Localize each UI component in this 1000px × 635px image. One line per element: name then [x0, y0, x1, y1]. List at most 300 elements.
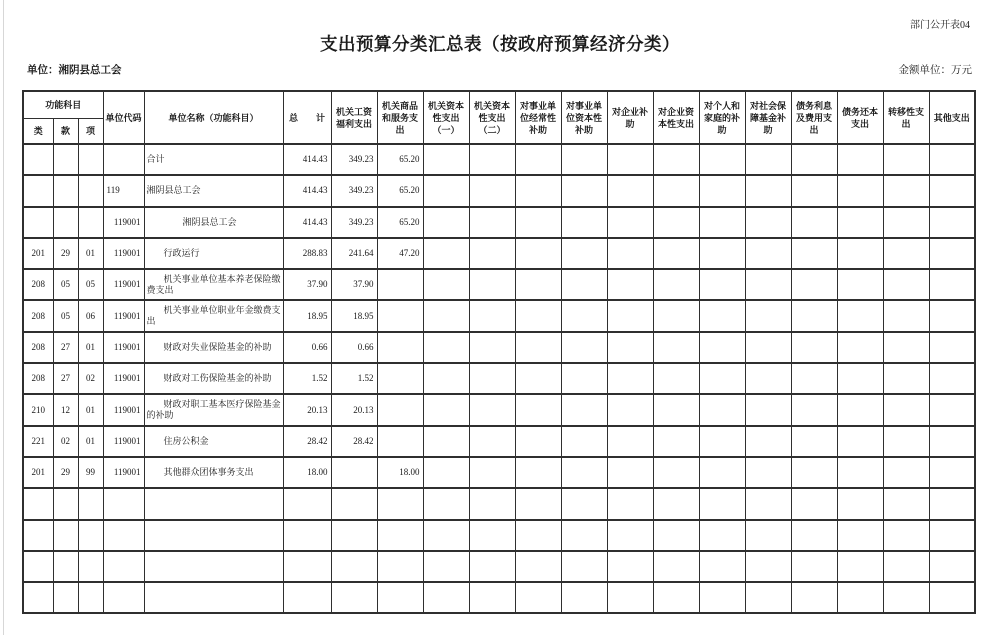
cell-value — [699, 520, 745, 551]
cell-value — [653, 238, 699, 269]
cell-func-section — [53, 144, 78, 175]
cell-unit-code — [103, 488, 144, 519]
cell-value — [837, 238, 883, 269]
cell-unit-name: 湘阴县总工会 — [144, 207, 283, 238]
cell-func-item: 06 — [78, 300, 103, 331]
col-header-econ-14: 其他支出 — [929, 91, 975, 144]
cell-value — [515, 394, 561, 425]
cell-func-section — [53, 551, 78, 582]
cell-value — [561, 426, 607, 457]
cell-value — [745, 520, 791, 551]
cell-func-section: 27 — [53, 332, 78, 363]
cell-func-class — [23, 175, 53, 206]
cell-value: 28.42 — [331, 426, 377, 457]
col-header-econ-10: 对社会保障基金补助 — [745, 91, 791, 144]
cell-value: 288.83 — [283, 238, 331, 269]
cell-value — [469, 551, 515, 582]
cell-value — [837, 457, 883, 488]
cell-func-section: 02 — [53, 426, 78, 457]
cell-value: 349.23 — [331, 175, 377, 206]
cell-value — [699, 363, 745, 394]
cell-func-item: 01 — [78, 238, 103, 269]
col-header-econ-13: 转移性支出 — [883, 91, 929, 144]
cell-value — [929, 300, 975, 331]
cell-value — [283, 582, 331, 613]
cell-value — [745, 175, 791, 206]
col-header-total: 总 计 — [283, 91, 331, 144]
cell-value — [561, 488, 607, 519]
cell-value — [745, 551, 791, 582]
cell-value: 241.64 — [331, 238, 377, 269]
cell-value: 47.20 — [377, 238, 423, 269]
cell-unit-code: 119001 — [103, 332, 144, 363]
cell-func-class — [23, 207, 53, 238]
cell-value — [377, 269, 423, 300]
cell-func-class — [23, 551, 53, 582]
cell-value — [515, 582, 561, 613]
cell-func-item — [78, 207, 103, 238]
cell-value — [883, 394, 929, 425]
cell-value — [515, 269, 561, 300]
cell-value — [515, 332, 561, 363]
cell-func-item: 01 — [78, 426, 103, 457]
cell-value — [607, 426, 653, 457]
cell-value — [791, 582, 837, 613]
cell-value — [515, 520, 561, 551]
cell-value — [607, 332, 653, 363]
cell-value — [653, 144, 699, 175]
cell-value — [653, 332, 699, 363]
cell-value — [607, 394, 653, 425]
cell-func-item — [78, 582, 103, 613]
cell-value — [561, 269, 607, 300]
cell-value: 65.20 — [377, 175, 423, 206]
cell-value — [883, 457, 929, 488]
col-header-func-section: 款 — [53, 118, 78, 144]
cell-value: 65.20 — [377, 144, 423, 175]
cell-value — [377, 551, 423, 582]
cell-unit-name: 住房公积金 — [144, 426, 283, 457]
cell-value — [883, 300, 929, 331]
cell-value — [377, 520, 423, 551]
cell-value — [331, 457, 377, 488]
cell-value: 414.43 — [283, 144, 331, 175]
cell-value — [515, 457, 561, 488]
cell-value — [423, 426, 469, 457]
cell-func-class: 221 — [23, 426, 53, 457]
cell-value — [791, 457, 837, 488]
cell-value: 1.52 — [283, 363, 331, 394]
cell-unit-name: 合计 — [144, 144, 283, 175]
unit-label: 单位：湘阴县总工会 — [27, 65, 122, 76]
cell-value — [791, 238, 837, 269]
table-row — [23, 363, 975, 394]
cell-unit-code — [103, 551, 144, 582]
cell-value — [331, 520, 377, 551]
table-row — [23, 144, 975, 175]
table-row — [23, 269, 975, 300]
cell-value — [515, 363, 561, 394]
cell-value — [699, 332, 745, 363]
cell-value — [469, 488, 515, 519]
cell-func-section — [53, 520, 78, 551]
cell-func-class: 208 — [23, 269, 53, 300]
cell-value — [515, 238, 561, 269]
cell-func-item: 99 — [78, 457, 103, 488]
cell-func-item: 01 — [78, 332, 103, 363]
cell-value — [607, 520, 653, 551]
cell-value: 37.90 — [283, 269, 331, 300]
cell-value — [607, 269, 653, 300]
cell-value — [607, 457, 653, 488]
cell-value — [791, 269, 837, 300]
cell-value — [745, 488, 791, 519]
cell-value — [837, 520, 883, 551]
col-header-econ-12: 债务还本支出 — [837, 91, 883, 144]
cell-unit-code: 119001 — [103, 300, 144, 331]
cell-value — [883, 332, 929, 363]
col-header-unit-code: 单位代码 — [103, 91, 144, 144]
cell-func-item — [78, 488, 103, 519]
cell-value — [423, 520, 469, 551]
cell-value — [745, 269, 791, 300]
cell-value — [929, 363, 975, 394]
col-header-econ-1: 机关工资福利支出 — [331, 91, 377, 144]
cell-value — [469, 394, 515, 425]
cell-value — [423, 363, 469, 394]
cell-value — [515, 175, 561, 206]
cell-unit-code — [103, 582, 144, 613]
cell-value — [561, 332, 607, 363]
cell-value — [377, 488, 423, 519]
cell-unit-code: 119001 — [103, 457, 144, 488]
cell-value — [607, 300, 653, 331]
cell-value — [883, 582, 929, 613]
col-header-func-class: 类 — [23, 118, 53, 144]
cell-value — [423, 238, 469, 269]
cell-value — [699, 300, 745, 331]
cell-value — [469, 520, 515, 551]
cell-value — [561, 457, 607, 488]
cell-value — [561, 300, 607, 331]
cell-value — [837, 394, 883, 425]
cell-value — [607, 582, 653, 613]
cell-func-class: 201 — [23, 238, 53, 269]
cell-value — [283, 520, 331, 551]
cell-value — [423, 207, 469, 238]
cell-func-item — [78, 175, 103, 206]
cell-value — [423, 551, 469, 582]
cell-value — [699, 269, 745, 300]
cell-value — [515, 488, 561, 519]
table-row — [23, 426, 975, 457]
cell-value — [837, 551, 883, 582]
cell-func-item — [78, 551, 103, 582]
cell-unit-code: 119 — [103, 175, 144, 206]
cell-value — [929, 394, 975, 425]
cell-func-class — [23, 144, 53, 175]
cell-value — [791, 363, 837, 394]
cell-value — [745, 394, 791, 425]
cell-value — [883, 426, 929, 457]
cell-value — [791, 426, 837, 457]
cell-unit-name — [144, 582, 283, 613]
cell-func-item: 02 — [78, 363, 103, 394]
cell-value — [515, 300, 561, 331]
cell-value — [929, 520, 975, 551]
cell-value — [883, 551, 929, 582]
cell-value — [929, 175, 975, 206]
table-row — [23, 394, 975, 425]
cell-func-section: 05 — [53, 269, 78, 300]
cell-value — [423, 332, 469, 363]
cell-unit-name — [144, 551, 283, 582]
amount-unit-label: 金额单位：万元 — [898, 65, 972, 76]
cell-value — [745, 144, 791, 175]
cell-value — [469, 363, 515, 394]
cell-value — [653, 426, 699, 457]
cell-value — [883, 520, 929, 551]
cell-value — [791, 520, 837, 551]
cell-value — [791, 300, 837, 331]
cell-value — [469, 457, 515, 488]
cell-value: 18.00 — [377, 457, 423, 488]
cell-value — [561, 238, 607, 269]
cell-value — [883, 144, 929, 175]
cell-value — [653, 207, 699, 238]
cell-unit-name: 财政对工伤保险基金的补助 — [144, 363, 283, 394]
table-row — [23, 207, 975, 238]
cell-value — [745, 457, 791, 488]
col-header-func-item: 项 — [78, 118, 103, 144]
cell-value — [469, 207, 515, 238]
cell-value — [837, 269, 883, 300]
cell-value — [469, 175, 515, 206]
cell-unit-name — [144, 520, 283, 551]
cell-value — [423, 269, 469, 300]
cell-func-class: 201 — [23, 457, 53, 488]
cell-value — [745, 426, 791, 457]
cell-value — [607, 363, 653, 394]
table-header — [23, 91, 975, 144]
table-row — [23, 238, 975, 269]
cell-value — [837, 426, 883, 457]
cell-value — [423, 144, 469, 175]
cell-value — [283, 551, 331, 582]
cell-value — [423, 457, 469, 488]
cell-unit-name — [144, 488, 283, 519]
col-header-econ-4: 机关资本性支出（二） — [469, 91, 515, 144]
cell-value — [469, 269, 515, 300]
cell-value — [837, 144, 883, 175]
cell-value — [745, 363, 791, 394]
cell-value — [561, 175, 607, 206]
cell-value — [469, 332, 515, 363]
cell-unit-code: 119001 — [103, 426, 144, 457]
page-title: 支出预算分类汇总表（按政府预算经济分类） — [320, 34, 680, 54]
cell-value — [883, 363, 929, 394]
cell-value — [745, 207, 791, 238]
cell-unit-name: 财政对职工基本医疗保险基金的补助 — [144, 394, 283, 425]
cell-value: 37.90 — [331, 269, 377, 300]
cell-value — [699, 551, 745, 582]
cell-value — [377, 582, 423, 613]
col-header-econ-8: 对企业资本性支出 — [653, 91, 699, 144]
cell-value — [745, 332, 791, 363]
cell-value: 28.42 — [283, 426, 331, 457]
cell-value — [653, 582, 699, 613]
cell-value — [929, 144, 975, 175]
cell-value: 0.66 — [331, 332, 377, 363]
cell-value — [423, 582, 469, 613]
cell-func-section: 12 — [53, 394, 78, 425]
cell-value — [561, 207, 607, 238]
cell-value — [515, 426, 561, 457]
cell-value — [791, 144, 837, 175]
cell-value — [331, 488, 377, 519]
doc-code-label: 部门公开表04 — [910, 20, 970, 31]
cell-unit-name: 财政对失业保险基金的补助 — [144, 332, 283, 363]
cell-value — [699, 144, 745, 175]
cell-unit-code — [103, 144, 144, 175]
cell-func-item: 05 — [78, 269, 103, 300]
cell-value — [607, 551, 653, 582]
cell-value — [423, 488, 469, 519]
cell-value — [929, 207, 975, 238]
cell-func-section: 27 — [53, 363, 78, 394]
cell-value — [515, 144, 561, 175]
meta-row — [27, 62, 972, 77]
table-row — [23, 582, 975, 613]
cell-func-section: 05 — [53, 300, 78, 331]
cell-unit-name: 湘阴县总工会 — [144, 175, 283, 206]
cell-value — [791, 332, 837, 363]
cell-value — [837, 207, 883, 238]
cell-func-item — [78, 520, 103, 551]
cell-func-section — [53, 207, 78, 238]
cell-value — [561, 551, 607, 582]
cell-value — [929, 238, 975, 269]
cell-value — [745, 300, 791, 331]
col-header-econ-9: 对个人和家庭的补助 — [699, 91, 745, 144]
table-row — [23, 551, 975, 582]
cell-value — [929, 426, 975, 457]
cell-value — [699, 394, 745, 425]
table-row — [23, 488, 975, 519]
cell-value — [423, 175, 469, 206]
col-header-econ-3: 机关资本性支出（一） — [423, 91, 469, 144]
table-row — [23, 175, 975, 206]
cell-value — [515, 207, 561, 238]
cell-value — [331, 551, 377, 582]
cell-value — [699, 457, 745, 488]
cell-value — [607, 488, 653, 519]
cell-value — [469, 426, 515, 457]
cell-value — [883, 238, 929, 269]
cell-func-class — [23, 582, 53, 613]
cell-value: 349.23 — [331, 207, 377, 238]
cell-value — [469, 238, 515, 269]
cell-value — [561, 582, 607, 613]
cell-value: 18.95 — [283, 300, 331, 331]
cell-value — [791, 175, 837, 206]
cell-value — [377, 426, 423, 457]
cell-value — [377, 394, 423, 425]
cell-value — [929, 457, 975, 488]
cell-value — [653, 269, 699, 300]
cell-value — [791, 207, 837, 238]
cell-value — [283, 488, 331, 519]
cell-func-class — [23, 488, 53, 519]
cell-value — [791, 394, 837, 425]
cell-value — [929, 582, 975, 613]
col-header-econ-2: 机关商品和服务支出 — [377, 91, 423, 144]
cell-unit-name: 行政运行 — [144, 238, 283, 269]
cell-value — [377, 300, 423, 331]
cell-unit-code: 119001 — [103, 394, 144, 425]
col-header-func-group: 功能科目 — [23, 91, 103, 118]
cell-func-class — [23, 520, 53, 551]
cell-value — [745, 238, 791, 269]
col-header-econ-6: 对事业单位资本性补助 — [561, 91, 607, 144]
cell-func-class: 210 — [23, 394, 53, 425]
cell-value: 18.95 — [331, 300, 377, 331]
cell-value: 414.43 — [283, 207, 331, 238]
cell-value — [837, 300, 883, 331]
cell-value — [883, 175, 929, 206]
cell-value — [561, 394, 607, 425]
cell-value — [929, 332, 975, 363]
cell-value — [423, 394, 469, 425]
cell-value — [653, 551, 699, 582]
header-row-1 — [23, 91, 975, 118]
col-header-unit-name: 单位名称（功能科目） — [144, 91, 283, 144]
cell-value — [331, 582, 377, 613]
table-row — [23, 300, 975, 331]
cell-unit-name: 机关事业单位职业年金缴费支出 — [144, 300, 283, 331]
cell-value — [607, 207, 653, 238]
cell-value — [469, 144, 515, 175]
col-header-econ-7: 对企业补助 — [607, 91, 653, 144]
cell-unit-code: 119001 — [103, 238, 144, 269]
cell-unit-name: 其他群众团体事务支出 — [144, 457, 283, 488]
cell-value — [837, 175, 883, 206]
cell-value — [515, 551, 561, 582]
cell-unit-code: 119001 — [103, 207, 144, 238]
cell-value — [699, 175, 745, 206]
cell-func-class: 208 — [23, 332, 53, 363]
cell-value — [837, 332, 883, 363]
cell-func-section — [53, 175, 78, 206]
cell-value — [745, 582, 791, 613]
cell-value — [607, 144, 653, 175]
cell-value: 1.52 — [331, 363, 377, 394]
cell-value — [653, 488, 699, 519]
cell-value — [561, 363, 607, 394]
cell-value — [929, 551, 975, 582]
col-header-econ-5: 对事业单位经常性补助 — [515, 91, 561, 144]
cell-unit-code — [103, 520, 144, 551]
cell-value: 20.13 — [283, 394, 331, 425]
cell-value: 414.43 — [283, 175, 331, 206]
cell-value — [653, 457, 699, 488]
cell-unit-code: 119001 — [103, 269, 144, 300]
cell-value — [377, 363, 423, 394]
cell-value: 18.00 — [283, 457, 331, 488]
cell-value — [699, 582, 745, 613]
cell-value — [653, 175, 699, 206]
cell-value: 0.66 — [283, 332, 331, 363]
